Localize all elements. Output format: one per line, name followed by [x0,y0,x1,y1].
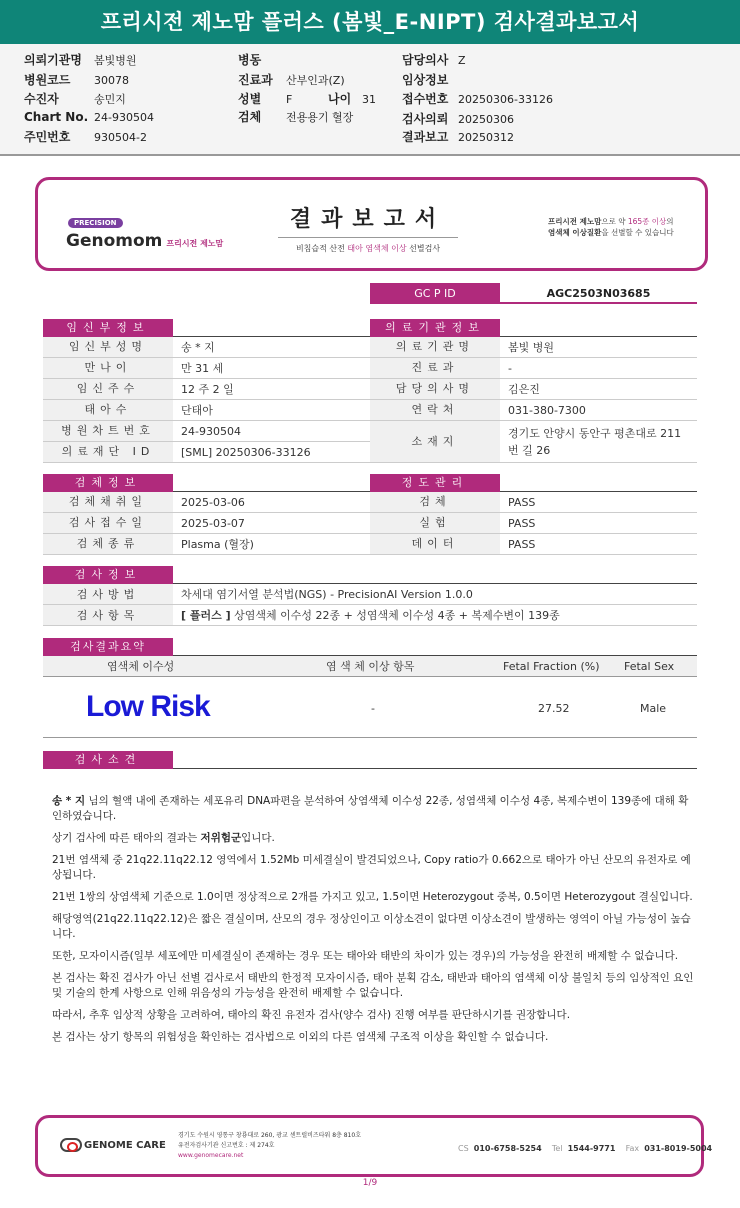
pregnant-row [43,358,370,379]
department-row [238,71,345,88]
request-date-value: 20250306 [458,113,514,126]
institution-row-value: - [508,362,512,375]
pregnant-row [43,442,370,463]
institution-row [370,400,697,421]
genome-care-brand: GENOME CARE [84,1140,166,1151]
opinion-p7: 본 검사는 확진 검사가 아닌 선별 검사로서 태반의 한정적 모자이시즘, 태아 분획 감소, 태반과 태아의 염색체 이상 불일치 등의 임상적인 요인 및 기술의 한계 사항으로 인해 위음성의 가능성을 완전히 배제할 수 없습니다. [52,972,694,999]
institution-value: 봄빛병원 [94,54,137,67]
qc-row-value: PASS [508,517,536,530]
pregnant-row-value: 24-930504 [181,425,241,438]
receipt-no-label: 접수번호 [402,92,449,106]
banner-title-block [278,202,458,254]
specimen-row-value: 2025-03-06 [181,496,245,509]
institution-row-label: 의료기관명 [370,337,500,357]
opinion-p9: 본 검사는 상기 항목의 위험성을 확인하는 검사법으로 이외의 다른 염색체 구조적 이상을 확인할 수 없습니다. [52,1031,549,1043]
col-fetal-fraction: Fetal Fraction (%) [503,660,600,673]
qc-row-label: 데이터 [370,534,500,554]
pregnant-row-label: 태아수 [43,400,173,420]
opinion-p8: 따라서, 추후 임상적 상황을 고려하여, 태아의 확진 유전자 검사(양수 검사) 진행 여부를 판단하시기를 권장합니다. [52,1009,571,1021]
brand-sub: 프리시전 제노맘 [166,239,224,248]
doctor-value: Z [458,54,466,67]
clinical-info-label: 임상정보 [402,73,449,87]
qc-row [370,492,697,513]
gcp-id-box [370,283,697,304]
opinion-p3: 21번 염색체 중 21q22.11q22.12 영역에서 1.52Mb 미세결실이 발견되었으나, Copy ratio가 0.662으로 태아가 아닌 산모의 유전자로 예상됩니다. [52,854,691,881]
specimen-row [238,108,353,125]
chart-no-value: 24-930504 [94,111,154,124]
pregnant-info-header: 임신부정보 [43,319,173,337]
banner-description: 프리시전 제노맘으로 약 165종 이상의 염색체 이상질환을 선별할 수 있습니다 [548,217,674,237]
specimen-row [43,492,370,513]
footer-box [35,1115,713,1177]
fetal-sex-value: Male [640,702,667,715]
qc-row [370,513,697,534]
specimen-info-header: 검체정보 [43,474,173,492]
doctor-label: 담당의사 [402,53,449,67]
resident-no-value: 930504-2 [94,131,147,144]
sex-label: 성별 [238,92,262,106]
institution-row-label: 진료과 [370,358,500,378]
institution-row [370,358,697,379]
test-item-row [43,605,697,626]
pregnant-row-label: 의료재단 ID [43,442,173,462]
specimen-label: 검체 [238,110,262,124]
pregnant-row-value: 만 31 세 [181,362,224,375]
footer-contacts: CS 010-6758-5254 Tel 1544-9771 Fax 031-8019-5004 [458,1144,713,1153]
institution-row-label: 연락처 [370,400,500,420]
sex-age-row [238,90,376,107]
pregnant-row [43,400,370,421]
qc-row-value: PASS [508,496,536,509]
test-item-value: [ 플러스 ] 상염색체 이수성 22종 + 성염색체 이수성 4종 + 복제수변이 139종 [181,609,560,622]
qc-header: 정도관리 [370,474,500,492]
genome-care-logo [60,1138,166,1152]
hospital-code-value: 30078 [94,74,129,87]
receipt-no-row [402,90,553,107]
age-label: 나이 [328,92,352,106]
resident-no-label: 주민번호 [24,130,71,144]
pregnant-row [43,421,370,442]
col-fetal-sex: Fetal Sex [624,660,675,673]
specimen-row-value: Plasma (혈장) [181,538,254,551]
chart-no-label: Chart No. [24,110,89,124]
footer-url[interactable]: www.genomecare.net [178,1152,244,1159]
banner-title: 결과보고서 [278,202,458,238]
department-label: 진료과 [238,73,273,87]
resident-no-row [24,128,147,145]
genome-care-icon [60,1138,82,1152]
institution-row-value: 경기도 안양시 동안구 평촌대로 211번 길 26 [508,427,682,457]
institution-info-header: 의료기관정보 [370,319,500,337]
hospital-code-label: 병원코드 [24,73,71,87]
test-info-header: 검사정보 [43,566,173,584]
test-method-label: 검사방법 [43,584,173,604]
col-aneuploidy: 염색체 이수성 [107,660,175,673]
opinion-text [52,794,697,1052]
specimen-row [43,513,370,534]
report-banner [35,177,708,271]
genomom-logo [66,210,223,251]
fetal-fraction-value: 27.52 [538,702,570,715]
opinion-p4: 21번 1쌍의 상염색체 기준으로 1.0이면 정상적으로 2개를 가지고 있고, 1.5이면 Heterozygout 중복, 0.5이면 Heterozygout 결실입니다. [52,891,693,903]
report-date-label: 결과보고 [402,130,449,144]
institution-row [24,51,137,68]
test-item-label: 검사항목 [43,605,173,625]
footer-address: 경기도 수원시 영통구 창룡대로 260, 광교 센트럴비즈타워 8층 810호 유전자검사기관 신고번호 : 제 274호 www.genomecare.net [178,1132,361,1159]
pregnant-row [43,379,370,400]
receipt-no-value: 20250306-33126 [458,93,553,106]
request-date-row [402,110,514,127]
patient-header [0,44,740,156]
test-method-value: 차세대 염기서열 분석법(NGS) - PrecisionAI Version 1.0.0 [181,588,473,601]
institution-row-label: 담당의사명 [370,379,500,399]
page-number: 1/9 [362,1178,378,1188]
abnormal-items-value: - [371,702,375,715]
institution-row [370,421,697,463]
specimen-row [43,534,370,555]
banner-subtitle: 비침습적 산전 태아 염색체 이상 선별검사 [295,244,441,253]
col-abnormal-items: 염 색 체 이상 항목 [326,660,415,673]
qc-row [370,534,697,555]
pregnant-row [43,337,370,358]
test-method-row [43,584,697,605]
opinion-p5: 해당영역(21q22.11q22.12)은 짧은 결실이며, 산모의 경우 정상인이고 이상소견이 없다면 이상소견이 발생하는 영역이 아닐 가능성이 높습니다. [52,913,691,940]
department-value: 산부인과(Z) [286,74,345,87]
clinical-info-row [402,71,458,88]
institution-row-value: 김은진 [508,383,540,396]
gcp-id-label: GC P ID [370,283,500,304]
specimen-row-label: 검사접수일 [43,513,173,533]
sex-value: F [286,93,293,106]
specimen-row-label: 검체종류 [43,534,173,554]
precision-badge: PRECISION [68,218,123,228]
pregnant-row-value: 단태아 [181,404,213,417]
chart-no-row [24,110,154,124]
ward-label: 병동 [238,53,262,67]
qc-row-label: 실험 [370,513,500,533]
summary-bottom-line [43,737,697,738]
pregnant-row-label: 병원차트번호 [43,421,173,441]
institution-row-label: 소재지 [370,421,500,462]
qc-row-label: 검체 [370,492,500,512]
opinion-p2: 상기 검사에 따른 태아의 결과는 저위험군입니다. [52,832,275,844]
pregnant-row-label: 만나이 [43,358,173,378]
report-title: 프리시전 제노맘 플러스 (봄빛_E-NIPT) 검사결과보고서 [0,0,740,44]
summary-header: 검사결과요약 [43,638,173,656]
request-date-label: 검사의뢰 [402,112,449,126]
specimen-row-value: 2025-03-07 [181,517,245,530]
opinion-line [173,768,697,769]
collector-row [24,90,126,107]
pregnant-row-value: 12 주 2 일 [181,383,234,396]
summary-column-headers [43,656,697,677]
qc-row-value: PASS [508,538,536,551]
gcp-id-value: AGC2503N03685 [546,287,651,300]
report-date-row [402,128,514,145]
doctor-row [402,51,466,68]
report-date-value: 20250312 [458,131,514,144]
pregnant-row-value: [SML] 20250306-33126 [181,446,311,459]
pregnant-row-label: 임신주수 [43,379,173,399]
pregnant-row-value: 송 * 지 [181,341,215,354]
specimen-value: 전용용기 혈장 [286,111,354,124]
opinion-header: 검사소견 [43,751,173,769]
risk-result: Low Risk [86,690,210,723]
brand-name: Genomom [66,231,163,251]
institution-row [370,379,697,400]
collector-label: 수진자 [24,92,59,106]
institution-row [370,337,697,358]
institution-row-value: 031-380-7300 [508,404,586,417]
institution-row-value: 봄빛 병원 [508,341,555,354]
pregnant-row-label: 임신부성명 [43,337,173,357]
opinion-p1: 송 * 지 님의 혈액 내에 존재하는 세포유리 DNA파편을 분석하여 상염색체 이수성 22종, 성염색체 이수성 4종, 복제수변이 139종에 대해 확인하였습니다. [52,795,689,822]
opinion-p6: 또한, 모자이시즘(일부 세포에만 미세결실이 존재하는 경우 또는 태아와 태반의 차이가 있는 경우)의 가능성을 완전히 배제할 수 없습니다. [52,950,679,962]
age-value: 31 [362,93,376,106]
collector-value: 송민지 [94,93,126,106]
institution-label: 의뢰기관명 [24,53,82,67]
hospital-code-row [24,71,129,88]
specimen-row-label: 검체채취일 [43,492,173,512]
ward-row [238,51,286,68]
